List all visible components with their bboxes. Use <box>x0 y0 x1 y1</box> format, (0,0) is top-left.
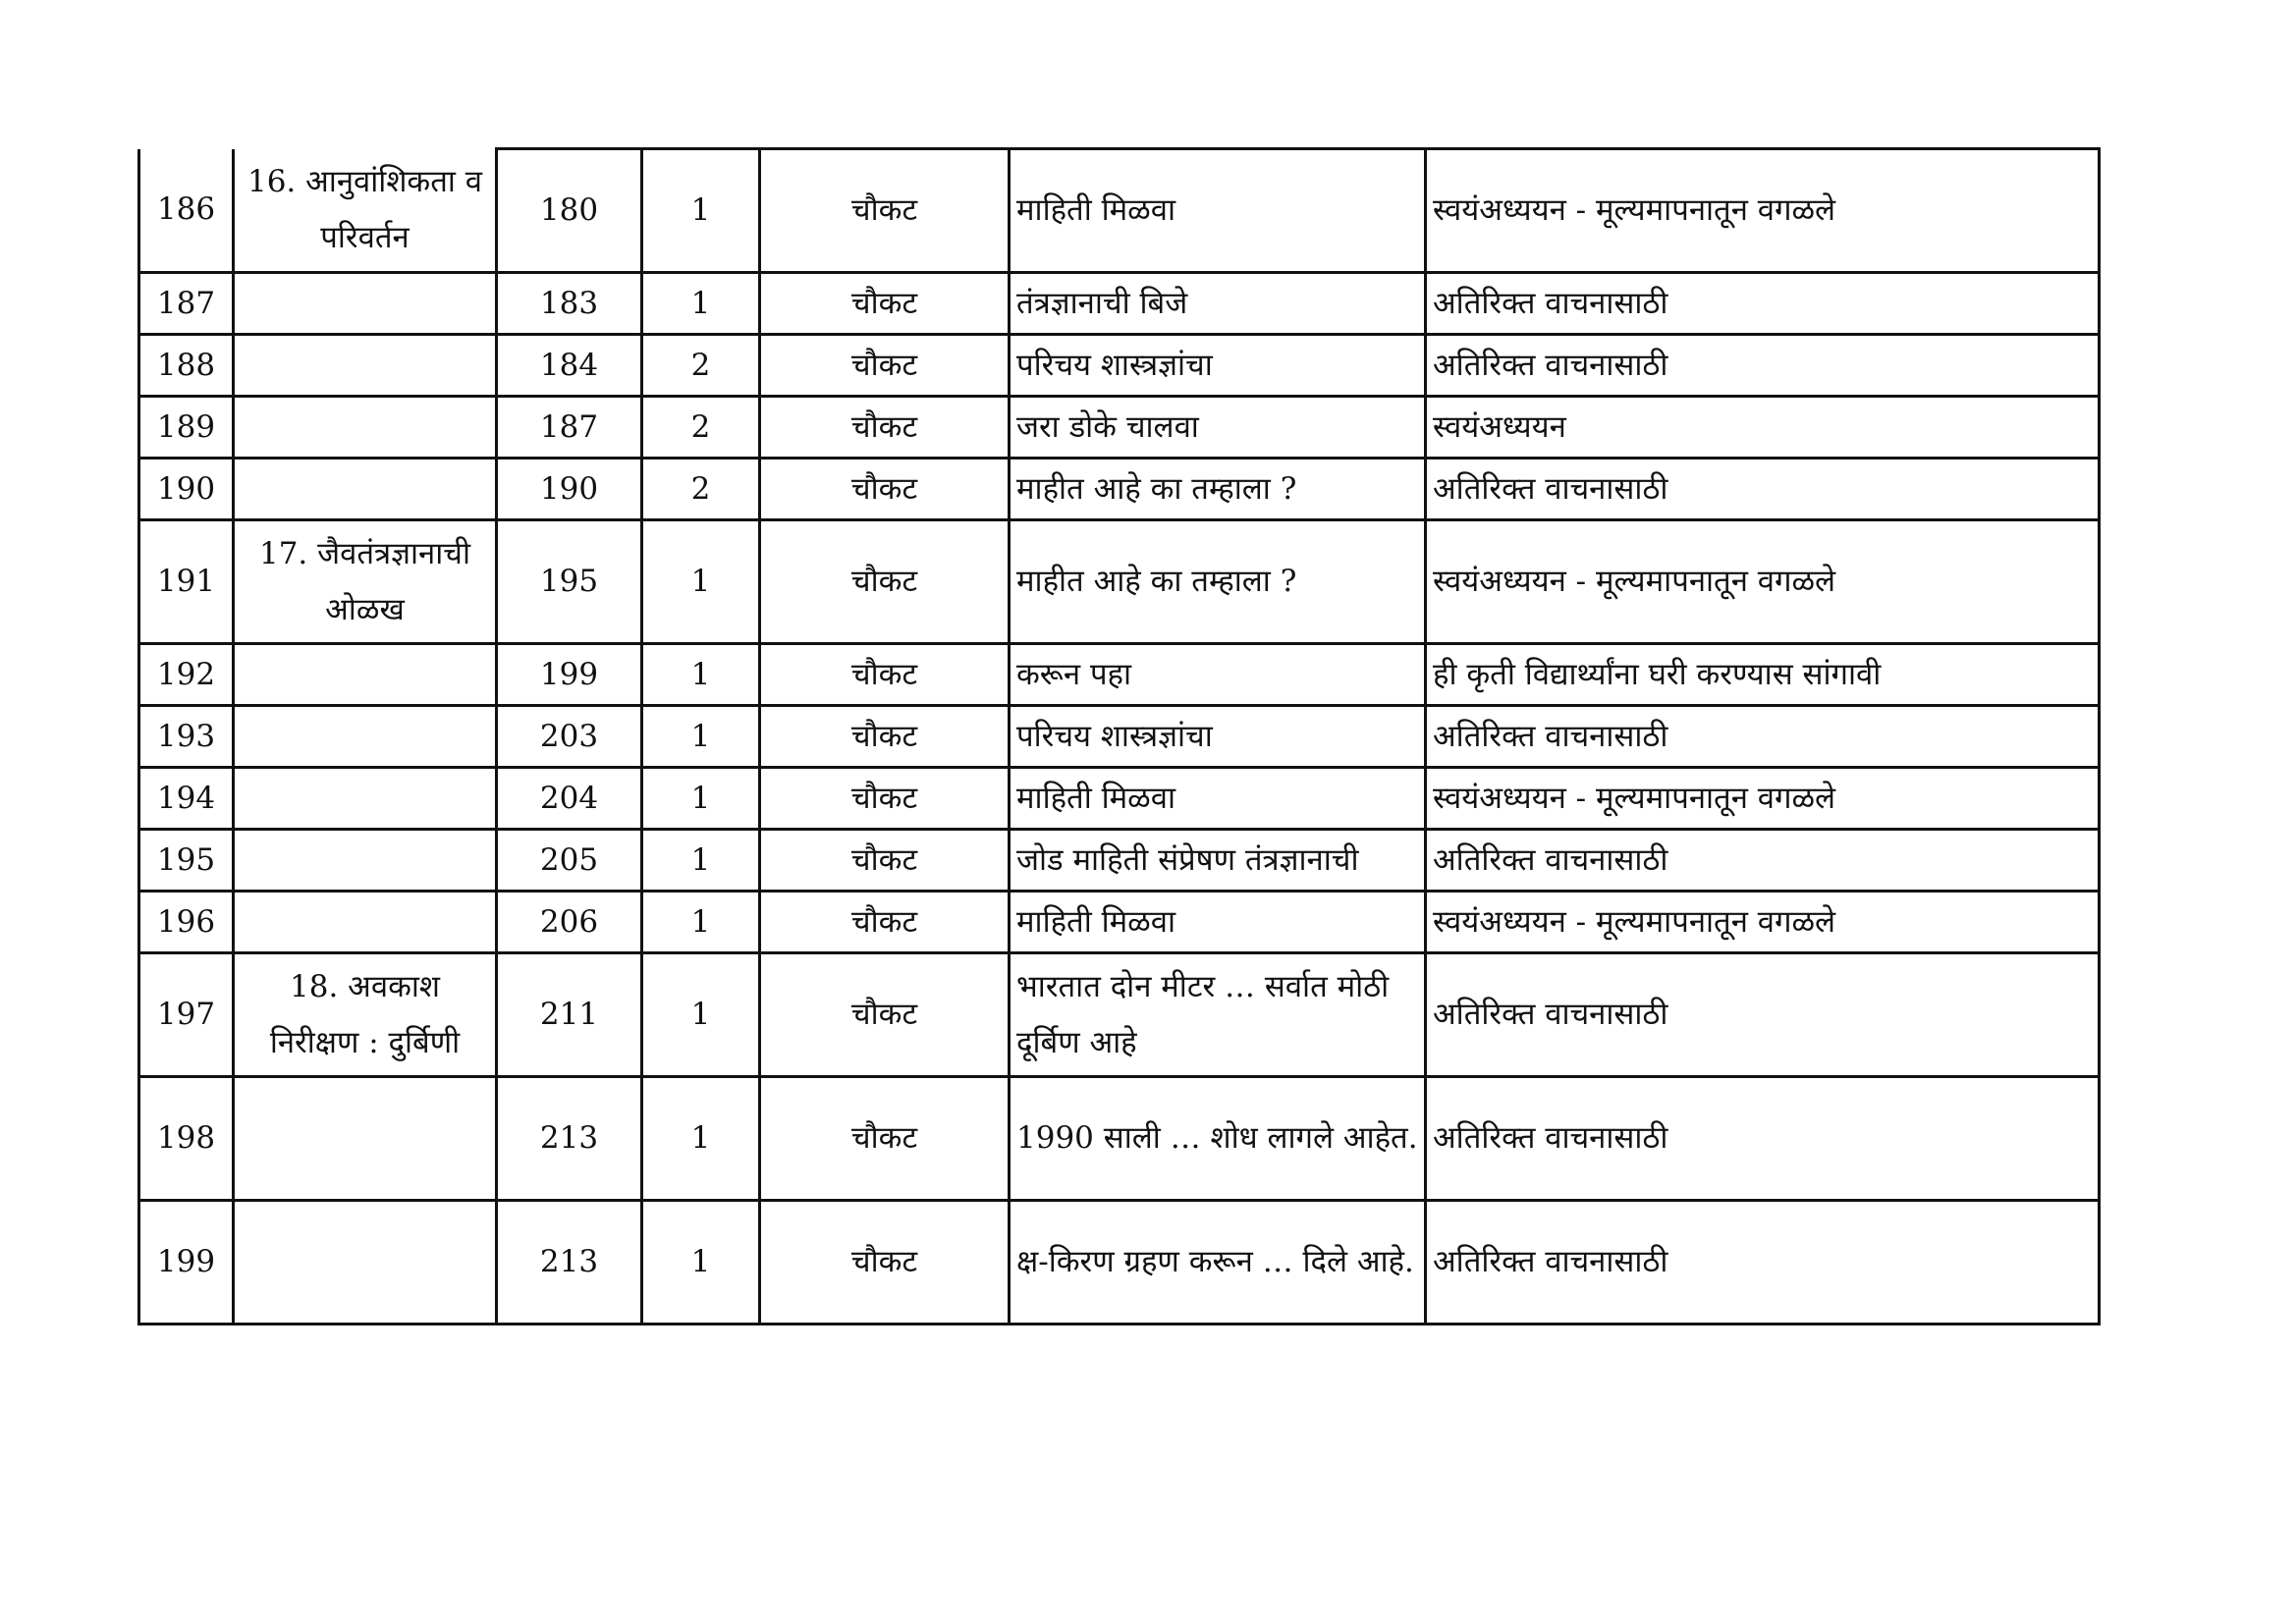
chapter-cell <box>234 397 497 459</box>
remark-cell: अतिरिक्त वाचनासाठी <box>1426 1077 2100 1201</box>
page-number-cell: 195 <box>497 520 642 644</box>
type-cell: चौकट <box>760 644 1010 706</box>
remark-cell: स्वयंअध्ययन - मूल्यमापनातून वगळले <box>1426 149 2100 273</box>
page-number-cell: 213 <box>497 1201 642 1325</box>
table-row <box>139 953 2100 1077</box>
remark-cell: अतिरिक्त वाचनासाठी <box>1426 459 2100 520</box>
page-number-cell: 205 <box>497 830 642 892</box>
chapter-cell <box>234 644 497 706</box>
remark-cell: अतिरिक्त वाचनासाठी <box>1426 273 2100 335</box>
count-cell: 2 <box>642 459 760 520</box>
remark-cell: स्वयंअध्ययन <box>1426 397 2100 459</box>
page-number-cell: 190 <box>497 459 642 520</box>
count-cell: 1 <box>642 644 760 706</box>
count-cell: 1 <box>642 520 760 644</box>
chapter-cell: 16. आनुवांशिकता व परिवर्तन <box>234 149 497 273</box>
serial-number-cell: 188 <box>139 335 234 397</box>
title-cell: माहिती मिळवा <box>1010 892 1426 953</box>
chapter-cell <box>234 706 497 768</box>
chapter-cell <box>234 892 497 953</box>
table-row <box>139 520 2100 644</box>
page-number-cell: 211 <box>497 953 642 1077</box>
remark-cell: अतिरिक्त वाचनासाठी <box>1426 1201 2100 1325</box>
remark-cell: अतिरिक्त वाचनासाठी <box>1426 335 2100 397</box>
chapter-cell <box>234 1077 497 1201</box>
type-cell: चौकट <box>760 459 1010 520</box>
table-body <box>139 149 2100 1325</box>
title-cell: परिचय शास्त्रज्ञांचा <box>1010 335 1426 397</box>
count-cell: 1 <box>642 830 760 892</box>
remark-cell: अतिरिक्त वाचनासाठी <box>1426 706 2100 768</box>
document-page <box>137 147 2098 1325</box>
count-cell: 1 <box>642 1201 760 1325</box>
count-cell: 1 <box>642 273 760 335</box>
title-cell: तंत्रज्ञानाची बिजे <box>1010 273 1426 335</box>
remark-cell: स्वयंअध्ययन - मूल्यमापनातून वगळले <box>1426 892 2100 953</box>
table-row <box>139 335 2100 397</box>
serial-number-cell: 199 <box>139 1201 234 1325</box>
serial-number-cell: 198 <box>139 1077 234 1201</box>
serial-number-cell: 189 <box>139 397 234 459</box>
table-row <box>139 273 2100 335</box>
title-cell: करून पहा <box>1010 644 1426 706</box>
page-number-cell: 187 <box>497 397 642 459</box>
count-cell: 2 <box>642 335 760 397</box>
type-cell: चौकट <box>760 520 1010 644</box>
title-cell: माहीत आहे का तम्हाला ? <box>1010 459 1426 520</box>
count-cell: 1 <box>642 768 760 830</box>
remark-cell: ही कृती विद्यार्थ्यांना घरी करण्यास सांगावी <box>1426 644 2100 706</box>
serial-number-cell: 192 <box>139 644 234 706</box>
type-cell: चौकट <box>760 830 1010 892</box>
count-cell: 1 <box>642 706 760 768</box>
table-row <box>139 1201 2100 1325</box>
title-cell: जरा डोके चालवा <box>1010 397 1426 459</box>
remark-cell: अतिरिक्त वाचनासाठी <box>1426 953 2100 1077</box>
title-cell: परिचय शास्त्रज्ञांचा <box>1010 706 1426 768</box>
page-number-cell: 199 <box>497 644 642 706</box>
count-cell: 1 <box>642 149 760 273</box>
serial-number-cell: 190 <box>139 459 234 520</box>
type-cell: चौकट <box>760 149 1010 273</box>
title-cell: क्ष-किरण ग्रहण करून … दिले आहे. <box>1010 1201 1426 1325</box>
remark-cell: स्वयंअध्ययन - मूल्यमापनातून वगळले <box>1426 520 2100 644</box>
serial-number-cell: 197 <box>139 953 234 1077</box>
table-row <box>139 149 2100 273</box>
count-cell: 2 <box>642 397 760 459</box>
page-number-cell: 204 <box>497 768 642 830</box>
type-cell: चौकट <box>760 1201 1010 1325</box>
chapter-cell <box>234 335 497 397</box>
chapter-cell: 18. अवकाश निरीक्षण : दुर्बिणी <box>234 953 497 1077</box>
serial-number-cell: 187 <box>139 273 234 335</box>
serial-number-cell: 196 <box>139 892 234 953</box>
serial-number-cell: 191 <box>139 520 234 644</box>
type-cell: चौकट <box>760 1077 1010 1201</box>
remark-cell: अतिरिक्त वाचनासाठी <box>1426 830 2100 892</box>
page-number-cell: 213 <box>497 1077 642 1201</box>
table-row <box>139 830 2100 892</box>
table-row <box>139 706 2100 768</box>
title-cell: 1990 साली … शोध लागले आहेत. <box>1010 1077 1426 1201</box>
title-cell: भारतात दोन मीटर … सर्वात मोठी दूर्बिण आहे <box>1010 953 1426 1077</box>
page-number-cell: 180 <box>497 149 642 273</box>
serial-number-cell: 194 <box>139 768 234 830</box>
type-cell: चौकट <box>760 706 1010 768</box>
count-cell: 1 <box>642 953 760 1077</box>
chapter-cell <box>234 459 497 520</box>
table-row <box>139 768 2100 830</box>
page-number-cell: 183 <box>497 273 642 335</box>
chapter-cell <box>234 273 497 335</box>
chapter-cell <box>234 768 497 830</box>
table-row <box>139 644 2100 706</box>
serial-number-cell: 195 <box>139 830 234 892</box>
type-cell: चौकट <box>760 397 1010 459</box>
serial-number-cell: 193 <box>139 706 234 768</box>
remark-cell: स्वयंअध्ययन - मूल्यमापनातून वगळले <box>1426 768 2100 830</box>
type-cell: चौकट <box>760 953 1010 1077</box>
type-cell: चौकट <box>760 892 1010 953</box>
chapter-cell: 17. जैवतंत्रज्ञानाची ओळख <box>234 520 497 644</box>
page-number-cell: 203 <box>497 706 642 768</box>
serial-number-cell: 186 <box>139 149 234 273</box>
chapter-cell <box>234 1201 497 1325</box>
table-row <box>139 459 2100 520</box>
title-cell: माहीत आहे का तम्हाला ? <box>1010 520 1426 644</box>
table-row <box>139 1077 2100 1201</box>
title-cell: माहिती मिळवा <box>1010 149 1426 273</box>
chapter-cell <box>234 830 497 892</box>
type-cell: चौकट <box>760 273 1010 335</box>
title-cell: माहिती मिळवा <box>1010 768 1426 830</box>
page-number-cell: 184 <box>497 335 642 397</box>
page-number-cell: 206 <box>497 892 642 953</box>
table-row <box>139 397 2100 459</box>
title-cell: जोड माहिती संप्रेषण तंत्रज्ञानाची <box>1010 830 1426 892</box>
type-cell: चौकट <box>760 768 1010 830</box>
table-row <box>139 892 2100 953</box>
content-table <box>137 147 2101 1325</box>
type-cell: चौकट <box>760 335 1010 397</box>
count-cell: 1 <box>642 892 760 953</box>
count-cell: 1 <box>642 1077 760 1201</box>
